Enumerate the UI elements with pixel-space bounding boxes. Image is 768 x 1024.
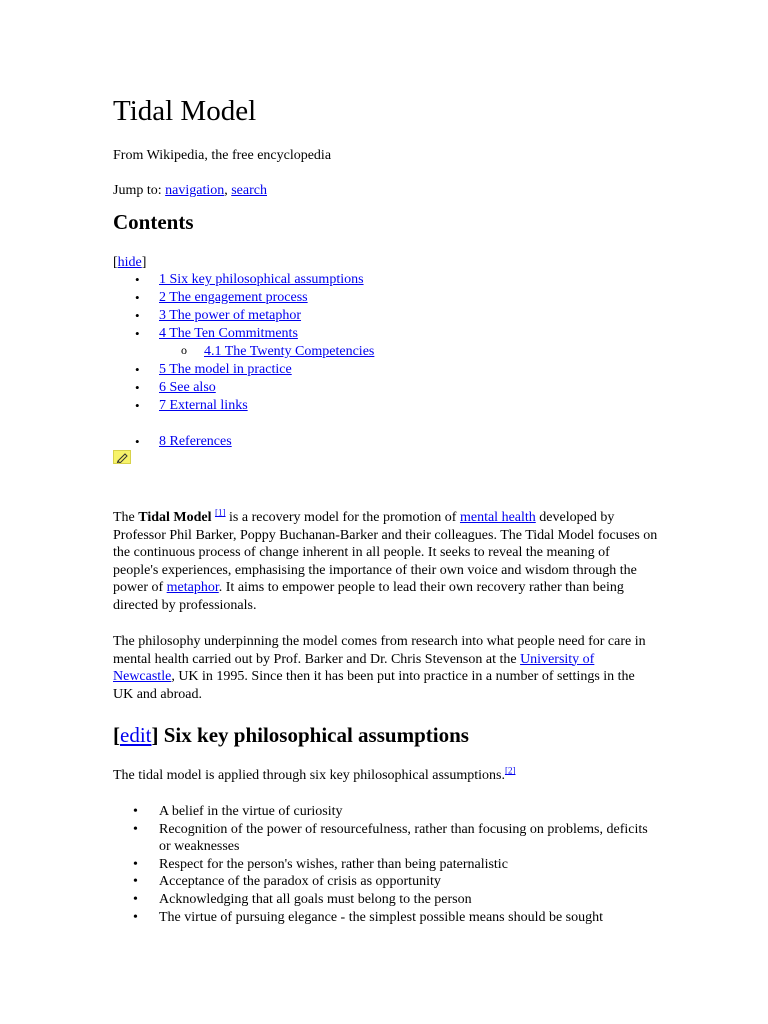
list-item	[113, 873, 658, 891]
list-bullet: •	[133, 804, 138, 819]
search-link[interactable]: search	[231, 183, 267, 198]
intro-text: , UK in 1995. Since then it has been put into practice in a number of settings in the UK and abroad.	[113, 669, 635, 702]
list-bullet: •	[133, 891, 138, 907]
edit-section-link[interactable]: edit	[120, 723, 152, 747]
toc-item-6[interactable]: 6 See also	[159, 380, 216, 395]
toc-bullet: •	[135, 326, 140, 341]
toc-bullet: •	[135, 290, 140, 305]
intro-paragraph-1	[113, 509, 658, 615]
list-item-text: Acceptance of the paradox of crisis as opportunity	[159, 874, 441, 890]
intro-text: The	[113, 510, 139, 525]
jump-separator: ,	[224, 183, 232, 198]
jump-prefix: Jump to:	[113, 183, 166, 198]
toc-bullet: •	[135, 308, 140, 323]
list-item-text: Acknowledging that all goals must belong to the person	[159, 891, 472, 907]
toc-bullet: •	[135, 434, 140, 449]
pencil-icon[interactable]	[113, 450, 131, 464]
list-item	[113, 891, 658, 909]
toc-bullet: •	[135, 380, 140, 395]
intro-text: . It aims to empower people to lead their own recovery rather than being directed by professionals.	[113, 580, 624, 613]
section-lead-text: The tidal model is applied through six key philosophical assumptions.	[113, 768, 505, 783]
reference-1-link[interactable]: [1]	[215, 507, 226, 518]
page-title: Tidal Model	[113, 95, 257, 127]
toc-item-5[interactable]: 5 The model in practice	[159, 362, 292, 377]
toc-item-8[interactable]: 8 References	[159, 434, 232, 449]
edit-bracket: ]	[151, 723, 159, 747]
toc-item-4[interactable]: 4 The Ten Commitments	[159, 326, 298, 341]
list-item	[113, 909, 658, 927]
site-subtitle: From Wikipedia, the free encyclopedia	[113, 148, 332, 163]
toc-item-3[interactable]: 3 The power of metaphor	[159, 308, 302, 323]
toc-heading: Contents	[113, 210, 194, 234]
list-item-text: The virtue of pursuing elegance - the simplest possible means should be sought	[159, 909, 604, 925]
article-term: Tidal Model	[138, 510, 212, 525]
section-lead	[113, 767, 658, 785]
toc-item-2[interactable]: 2 The engagement process	[159, 290, 308, 305]
list-item	[113, 856, 658, 874]
toc-item-4-1[interactable]: 4.1 The Twenty Competencies	[204, 344, 375, 359]
list-item	[113, 821, 658, 856]
intro-text: is a recovery model for the promotion of	[225, 510, 460, 525]
list-item	[113, 803, 658, 821]
navigation-link[interactable]: navigation	[165, 183, 225, 198]
list-bullet: •	[133, 856, 138, 872]
intro-text: The philosophy underpinning the model comes from research into what people need for care in mental health carried out by Prof. Barker and Dr. Chris Stevenson at the	[113, 634, 646, 667]
toc-hide-toggle	[113, 254, 146, 271]
list-item-text: Respect for the person's wishes, rather than being paternalistic	[159, 856, 508, 872]
toc-item-7[interactable]: 7 External links	[159, 398, 248, 413]
toc-hide-open: [	[113, 255, 118, 270]
toc-subbullet: o	[181, 343, 187, 357]
assumptions-list	[113, 803, 658, 926]
jump-links	[113, 182, 267, 199]
list-bullet: •	[133, 821, 138, 837]
edit-bracket: [	[113, 723, 120, 747]
toc-bullet: •	[135, 398, 140, 413]
list-bullet: •	[133, 874, 138, 890]
toc-hide-link[interactable]: hide	[117, 255, 142, 270]
mental-health-link[interactable]: mental health	[459, 510, 536, 525]
intro-text: developed by Professor Phil Barker, Poppy Buchanan-Barker and their colleagues. The Tidal Model focuses on the continuous process of change inherent in all people. It seeks to reveal the meaning of people's experiences, emphasising the importance of their own voice and wisdom through the power of	[113, 510, 658, 596]
reference-2-link[interactable]: [2]	[504, 765, 516, 776]
list-item-text: Recognition of the power of resourcefulness, rather than focusing on problems, deficits or weaknesses	[159, 821, 648, 855]
toc-hide-close: ]	[141, 255, 147, 270]
metaphor-link[interactable]: metaphor	[166, 580, 219, 596]
section-title: Six key philosophical assumptions	[158, 723, 469, 747]
toc-bullet: •	[135, 272, 140, 287]
section-heading-assumptions	[113, 722, 469, 748]
university-of-newcastle-link[interactable]: University of Newcastle	[113, 651, 595, 685]
toc-item-1[interactable]: 1 Six key philosophical assumptions	[159, 272, 364, 287]
list-item-text: A belief in the virtue of curiosity	[159, 804, 343, 819]
toc-bullet: •	[135, 362, 140, 377]
intro-paragraph-2	[113, 633, 658, 703]
list-bullet: •	[133, 909, 138, 925]
